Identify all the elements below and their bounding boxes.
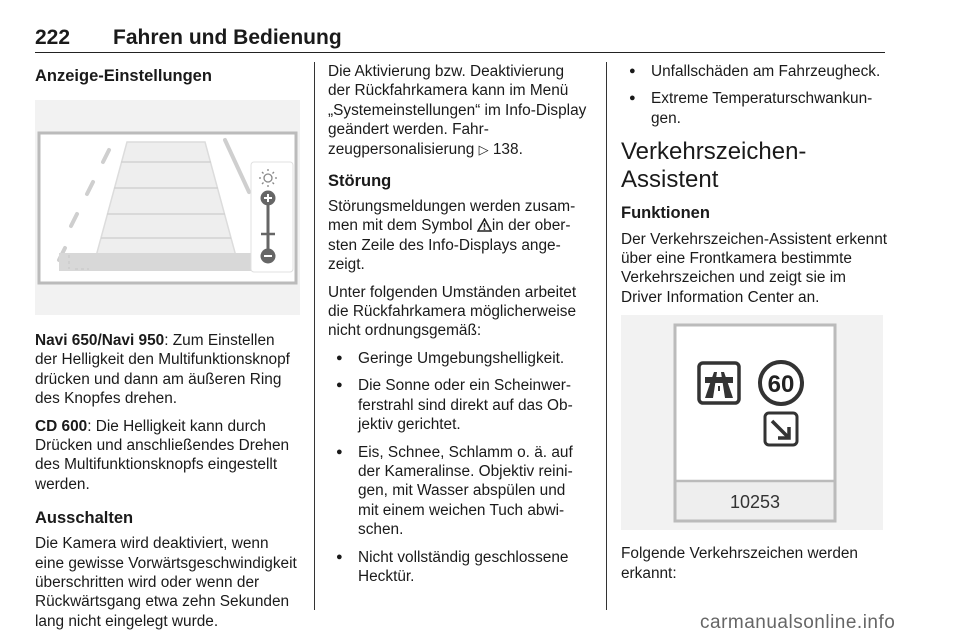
list-item: ● Extreme Temperaturschwankungen. [621, 89, 889, 128]
rear-camera-brightness-illustration [35, 100, 300, 315]
paragraph-function: Der Verkehrszeichen-Assistent erkennt über eine Frontkamera bestimmte Verkehrszeichen und zeigt sie im Driver Information Center an. [621, 230, 888, 306]
driver-info-center-figure [621, 315, 883, 530]
section-heading: Anzeige-Einstellungen [35, 67, 212, 85]
diagonal-arrow-sign-icon [765, 413, 797, 445]
page-ref: 138 [492, 140, 519, 158]
conditions-list [328, 349, 590, 586]
watermark: carmanualsonline.info [700, 612, 896, 633]
column-2 [328, 62, 590, 594]
paragraph-conditions: Unter folgenden Umständen arbeitet die Rückfahrkamera möglicherweise nicht ordnungsgemäß: [328, 283, 577, 340]
list-item: ● Geringe Umgebungshelligkeit. [328, 349, 590, 368]
odometer-reading: 10253 [729, 492, 781, 513]
camera-display-figure [35, 100, 300, 315]
list-item: ● Unfallschäden am Fahrzeugheck. [621, 62, 889, 81]
paragraph-recognized: Folgende Verkehrszeichen werden erkannt: [621, 545, 858, 582]
label-cd600: CD 600 [35, 417, 88, 435]
column-1 [35, 62, 300, 639]
speed-limit-value: 60 [767, 371, 795, 399]
label-navi: Navi 650/Navi 950 [35, 332, 165, 349]
page-header [35, 26, 885, 53]
paragraph-ausschalten: Die Kamera wird deaktiviert, wenn eine gewisse Vorwärtsgeschwindigkeit überschritten wird oder wenn der Rückwärtsgang etwa zehn Sekunden lang nicht eingelegt wurde. [35, 535, 297, 630]
column-divider [606, 62, 607, 610]
conditions-list-continued [621, 62, 889, 128]
list-item: ● Eis, Schnee, Schlamm o. ä. auf der Kameralinse. Objektiv reinigen, mit Wasser abspülen und mit einem weichen Tuch abwischen. [328, 443, 590, 540]
paragraph-error-symbol: Störungsmeldungen werden zusammen mit dem Symbol in der obersten Zeile des Info-Displays angezeigt. [328, 198, 576, 274]
sub-heading-ausschalten: Ausschalten [35, 509, 134, 528]
sub-heading-funktionen: Funktionen [621, 204, 710, 223]
sub-heading-stoerung: Störung [328, 172, 392, 191]
text-navi: : Zum Einstellen der Helligkeit den Multifunktionsknopf drücken und dann am äußeren Ring des Knopfes drehen. [35, 332, 290, 408]
column-divider [314, 62, 315, 610]
page-number: 222 [35, 26, 71, 49]
warning-triangle-icon [477, 218, 492, 232]
list-item: ● Die Sonne oder ein Scheinwerferstrahl sind direkt auf das Objektiv gerichtet. [328, 376, 590, 434]
section-title: Verkehrszeichen-Assistent [621, 138, 807, 194]
page-ref-arrow-icon: ▷ [478, 141, 489, 157]
motorway-sign-icon [699, 363, 739, 403]
traffic-sign-display-illustration [621, 315, 883, 530]
paragraph-navi [35, 331, 300, 409]
text-cd600: : Die Helligkeit kann durch Drücken und anschließendes Drehen des Multifunktionsknopfs eingestellt werden. [35, 417, 290, 493]
page-title: Fahren und Bedienung [113, 26, 342, 49]
list-item: ● Nicht vollständig geschlossene Hecktür. [328, 548, 590, 587]
paragraph-activation: Die Aktivierung bzw. Deaktivierung der Rückfahrkamera kann im Menü „Systemeinstellungen“ im Info-Display geändert werden. Fahrzeugpersonalisierung ▷ 138. [328, 63, 587, 158]
paragraph-cd600 [35, 417, 300, 495]
column-3 [621, 62, 889, 591]
